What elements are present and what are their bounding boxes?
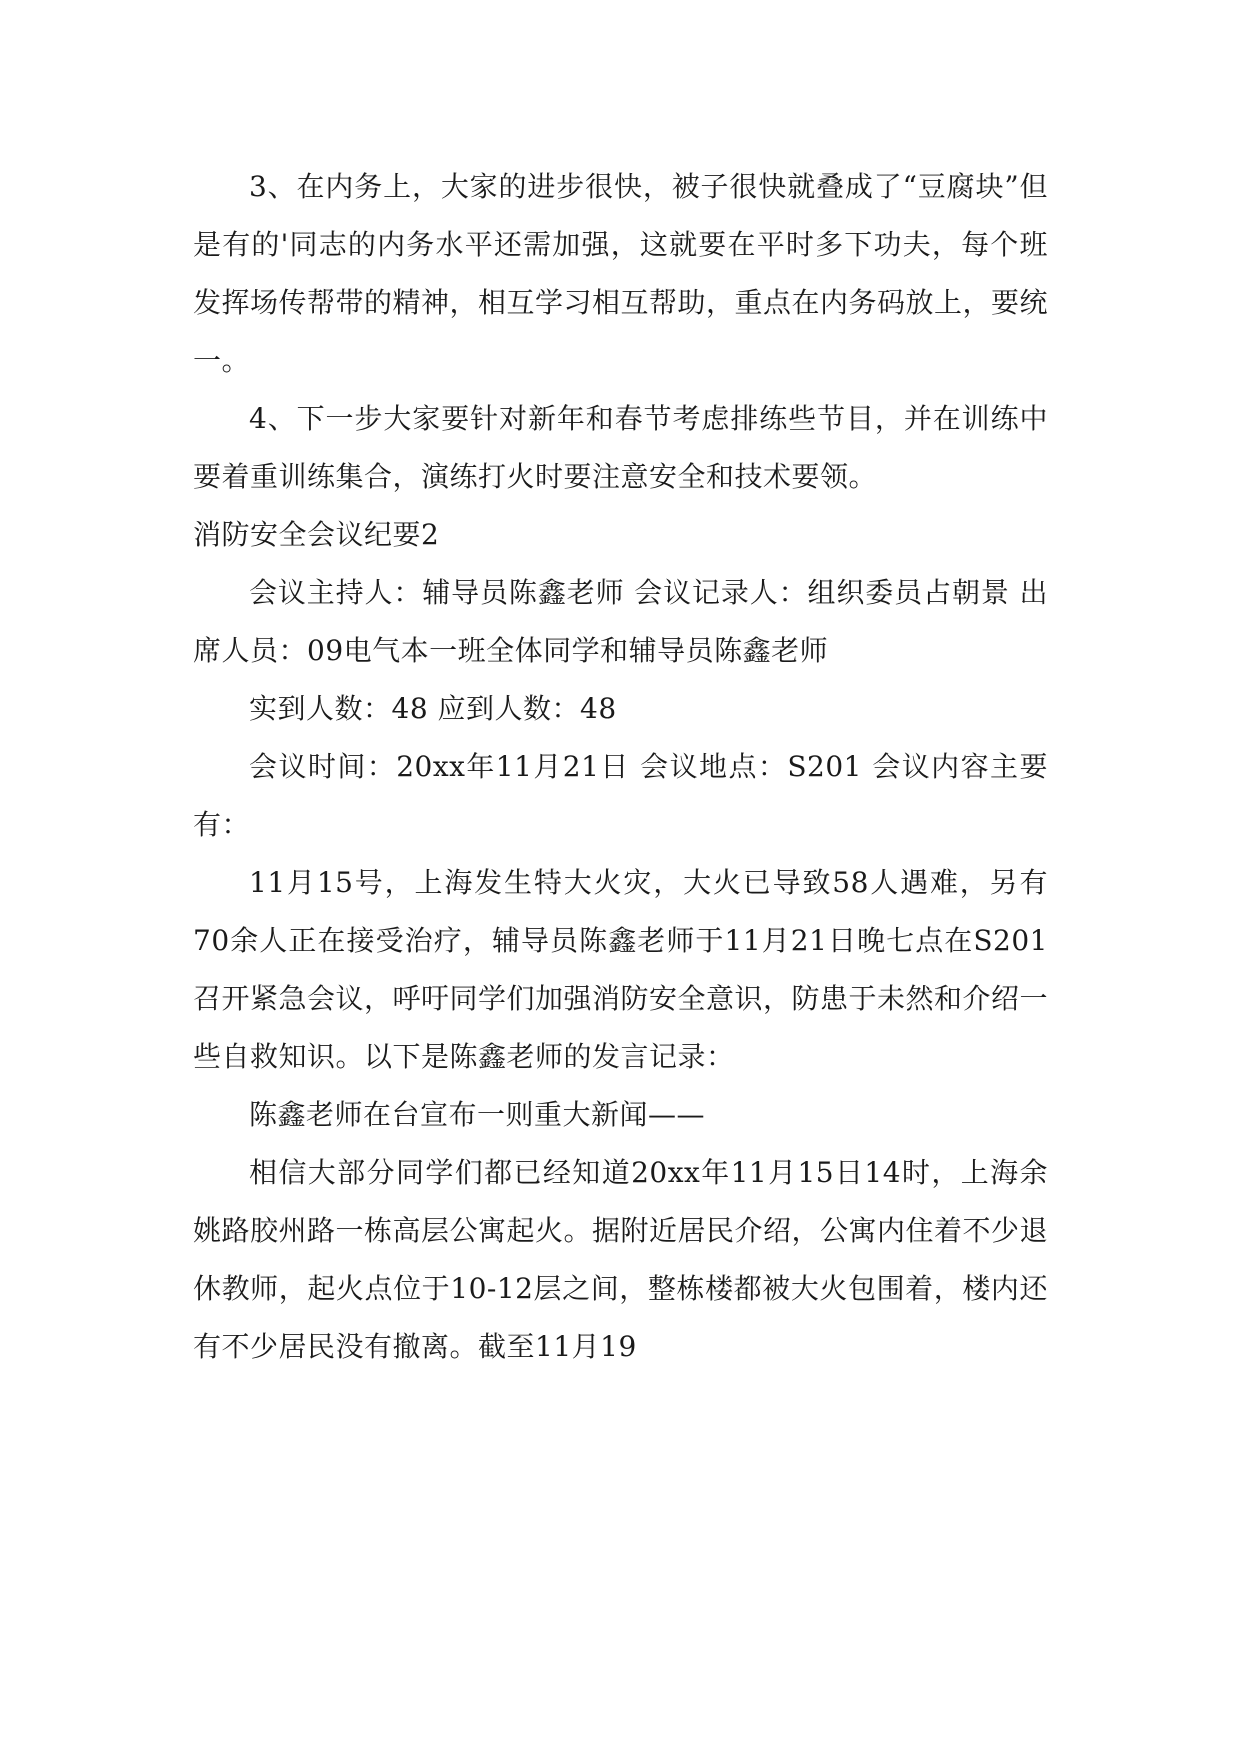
paragraph-meeting-time: 会议时间：20xx年11月21日 会议地点：S201 会议内容主要有： [193,750,1048,841]
paragraph-fire-details: 相信大部分同学们都已经知道20xx年11月15日14时，上海余姚路胶州路一栋高层公寓起火。据附近居民介绍，公寓内住着不少退休教师，起火点位于10-12层之间，整栋楼都被大火包围着，楼内还有不少居民没有撤离。截至11月19 [193,1156,1049,1363]
paragraph-meeting-host: 会议主持人：辅导员陈鑫老师 会议记录人：组织委员占朝景 出席人员：09电气本一班全体同学和辅导员陈鑫老师 [193,576,1048,667]
section-heading: 消防安全会议纪要2 [193,518,440,551]
paragraph-fire-summary: 11月15号，上海发生特大火灾，大火已导致58人遇难，另有70余人正在接受治疗，辅导员陈鑫老师于11月21日晚七点在S201召开紧急会议，呼吁同学们加强消防安全意识，防患于未然和介绍一些自救知识。以下是陈鑫老师的发言记录： [193,866,1049,1073]
paragraph-next-steps: 4、下一步大家要针对新年和春节考虑排练些节目，并在训练中要着重训练集合，演练打火时要注意安全和技术要领。 [193,402,1048,493]
paragraph-housekeeping: 3、在内务上，大家的进步很快，被子很快就叠成了“豆腐块”但是有的'同志的内务水平还需加强，这就要在平时多下功夫，每个班发挥场传帮带的精神，相互学习相互帮助，重点在内务码放上，要统一。 [193,170,1049,377]
document-body [193,158,1048,1376]
paragraph-announcement: 陈鑫老师在台宣布一则重大新闻—— [249,1098,706,1131]
paragraph-attendance: 实到人数：48 应到人数：48 [249,692,617,725]
